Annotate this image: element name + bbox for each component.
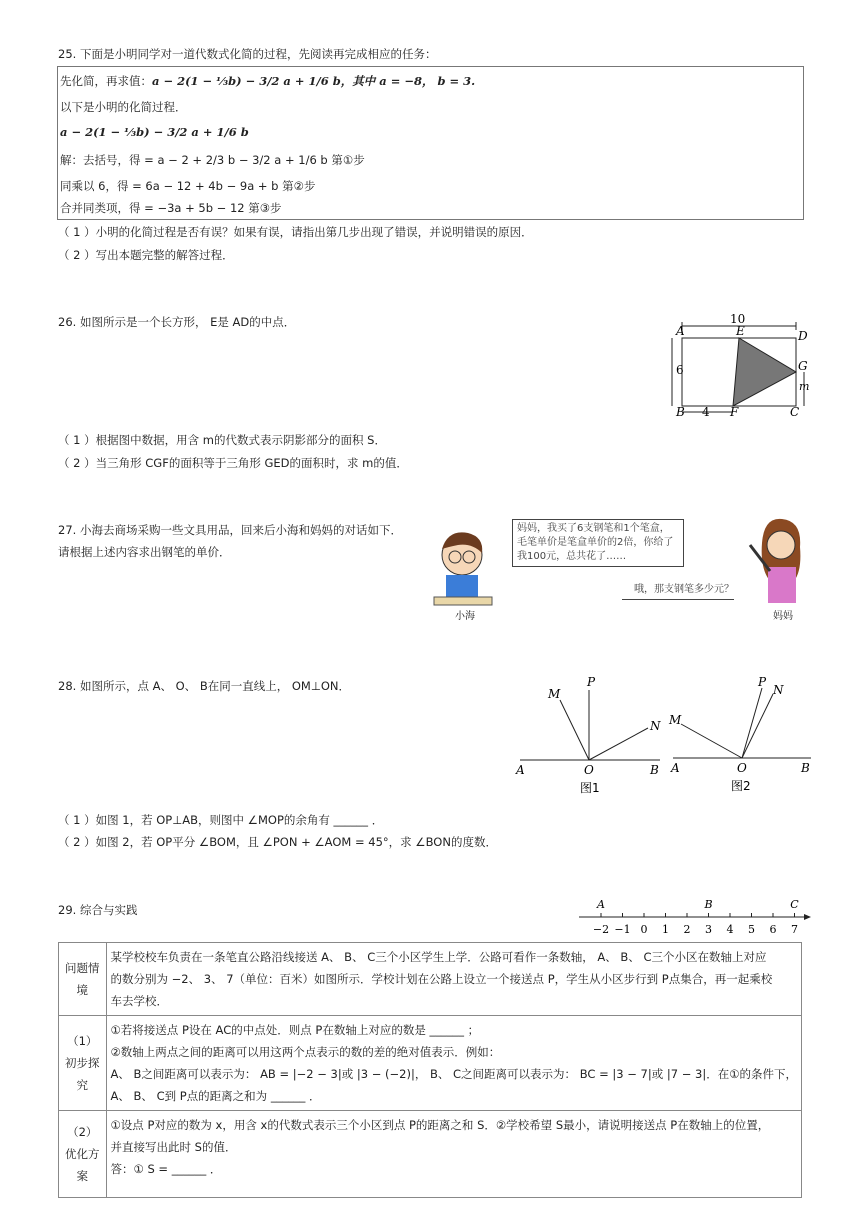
q26-point-g: G [798,359,808,373]
q25-step1: 解：去括号，得 = a − 2 + 2/3 b − 3/2 a + 1/6 b 第①步 [60,153,365,167]
q29-row-line: 答：① S = ______ ． [110,1162,222,1176]
q28-question-1: （ 1 ）如图 1，若 OP⊥AB，则图中 ∠MOP的余角有 ______ ． [58,813,384,827]
fig2-point-o: O [737,761,747,775]
q25-expr: a − 2(1 − ⅓b) − 3/2 a + 1/6 b [60,125,249,139]
q26-title: 26. 如图所示是一个长方形， E是 AD的中点． [58,315,296,329]
number-line-tick-label: 7 [791,923,798,936]
q29-title: 29. 综合与实践 [58,903,138,917]
q26-point-f: F [730,405,739,419]
q29-row-line: ①若将接送点 P设在 AC的中点处．则点 P在数轴上对应的数是 ______ ； [110,1023,480,1037]
q25-step3: 合并同类项，得 = −3a + 5b − 12 第③步 [60,201,282,215]
q25-box [57,66,804,220]
q26-question-2: （ 2 ）当三角形 CGF的面积等于三角形 GED的面积时，求 m的值． [58,456,408,470]
q28-title: 28. 如图所示，点 A、 O、 B在同一直线上， OM⊥ON． [58,679,351,693]
q29-row-line: A、 B、 C到 P点的距离之和为 ______ ． [110,1089,321,1103]
mom-speech-text: 哦，那支钢笔多少元？ [634,584,734,595]
q26-label-bottom: 4 [702,405,710,419]
fig1-point-o: O [584,763,594,777]
q29-row-line: 车去学校． [110,994,168,1008]
q26-label-left: 6 [676,363,684,377]
number-line-ticks [593,913,798,936]
q26-point-c: C [790,405,800,419]
q25-task-prefix: 先化简，再求值： [60,74,152,88]
q29-answer-space [111,1180,798,1194]
number-line-tick-label: 5 [748,923,755,936]
boy-label: 小海 [455,611,475,622]
q29-row-line: 某学校校车负责在一条笔直公路沿线接送 A、 B、 C三个小区学生上学．公路可看作一条数轴， A、 B、 C三个小区在数轴上对应 [110,950,767,964]
number-line-tick-label: 0 [640,923,648,936]
fig1-point-m: M [548,687,561,701]
q29-row-heading: 问题情境 [59,943,107,1016]
q27-title: 27. 小海去商场采购一些文具用品，回来后小海和妈妈的对话如下． [58,523,402,537]
q25-step2: 同乘以 6，得 = 6a − 12 + 4b − 9a + b 第②步 [60,179,316,193]
number-line-point-c: C [790,898,799,911]
number-line-points [596,898,799,911]
fig2-caption: 图2 [731,779,751,793]
mom-illustration-icon [740,515,820,610]
number-line-tick-label: 4 [726,923,734,936]
q25-task [60,73,475,89]
mom-speech-underline [622,599,734,600]
fig1-point-a: A [516,763,525,777]
number-line-point-a: A [597,898,605,911]
q29-row-heading: （1）初步探究 [59,1016,107,1111]
number-line-tick-label: −1 [614,923,631,936]
q26-point-b: B [676,405,685,419]
mom-label: 妈妈 [773,611,793,622]
fig2-point-n: N [773,683,784,697]
q28-figure-1 [512,670,662,800]
fig2-point-a: A [671,761,680,775]
boy-illustration-icon [428,525,498,610]
q29-table-row [59,1111,802,1198]
fig1-point-b: B [650,763,659,777]
number-line-point-b: B [704,898,713,911]
q29-row-content [106,943,802,1016]
q26-point-d: D [798,329,808,343]
q25-title: 25. 下面是小明同学对一道代数式化简的过程，先阅读再完成相应的任务： [58,47,437,61]
q26-point-a: A [676,324,685,338]
q26-question-1: （ 1 ）根据图中数据，用含 m的代数式表示阴影部分的面积 S． [58,433,386,447]
q25-intro: 以下是小明的化简过程． [60,100,187,114]
q29-row-content [106,1016,802,1111]
number-line-tick-label: 1 [662,923,669,936]
q29-row-content [106,1111,802,1198]
boy-speech-bubble: 妈妈，我买了6支钢笔和1个笔盒，毛笔单价是笔盒单价的2倍，你给了我100元，总共花了…… [512,519,684,567]
q29-table-row [59,1016,802,1111]
number-line-tick-label: 6 [769,923,777,936]
q27-title-2: 请根据上述内容求出钢笔的单价． [58,545,231,559]
number-line-tick-label: −2 [592,923,610,936]
fig2-point-p: P [758,675,767,689]
q29-number-line [575,895,815,940]
fig1-caption: 图1 [580,781,600,795]
q29-table-row [59,943,802,1016]
q28-figure-2 [665,670,815,800]
fig1-point-n: N [650,719,661,733]
q29-table [58,942,802,1198]
q26-rectangle-figure [668,310,818,420]
q26-point-e: E [736,324,745,338]
q25-question-2: （ 2 ）写出本题完整的解答过程． [58,248,234,262]
q28-question-2: （ 2 ）如图 2，若 OP平分 ∠BOM，且 ∠PON + ∠AOM = 45°，求 ∠BON的度数． [58,835,497,849]
q25-question-1: （ 1 ）小明的化简过程是否有误？如果有误，请指出第几步出现了错误，并说明错误的原因． [58,225,533,239]
q29-row-line: 的数分别为 −2、 3、 7（单位：百米）如图所示．学校计划在公路上设立一个接送点 P，学生从小区步行到 P点集合，再一起乘校 [110,972,773,986]
fig1-point-p: P [587,675,596,689]
number-line-tick-label: 3 [705,923,712,936]
number-line-tick-label: 2 [683,923,691,936]
q29-row-line: 并直接写出此时 S的值． [110,1140,237,1154]
q29-row-line: A、 B之间距离可以表示为： AB = |−2 − 3|或 |3 − (−2)|， B、 C之间距离可以表示为： BC = |3 − 7|或 |7 − 3|．在①的条件下， [110,1067,797,1081]
q29-row-line: ①设点 P对应的数为 x，用含 x的代数式表示三个小区到点 P的距离之和 S．②学校希望 S最小，请说明接送点 P在数轴上的位置， [110,1118,770,1132]
q26-label-top: 10 [730,312,746,326]
fig2-point-m: M [669,713,682,727]
q29-row-heading: （2）优化方案 [59,1111,107,1198]
q25-task-expr: a − 2(1 − ⅓b) − 3/2 a + 1/6 b，其中 a = −8， b = 3. [152,74,476,88]
q29-row-line: ②数轴上两点之间的距离可以用这两个点表示的数的差的绝对值表示．例如： [110,1045,501,1059]
q26-label-right: m [799,380,810,393]
fig2-point-b: B [801,761,810,775]
